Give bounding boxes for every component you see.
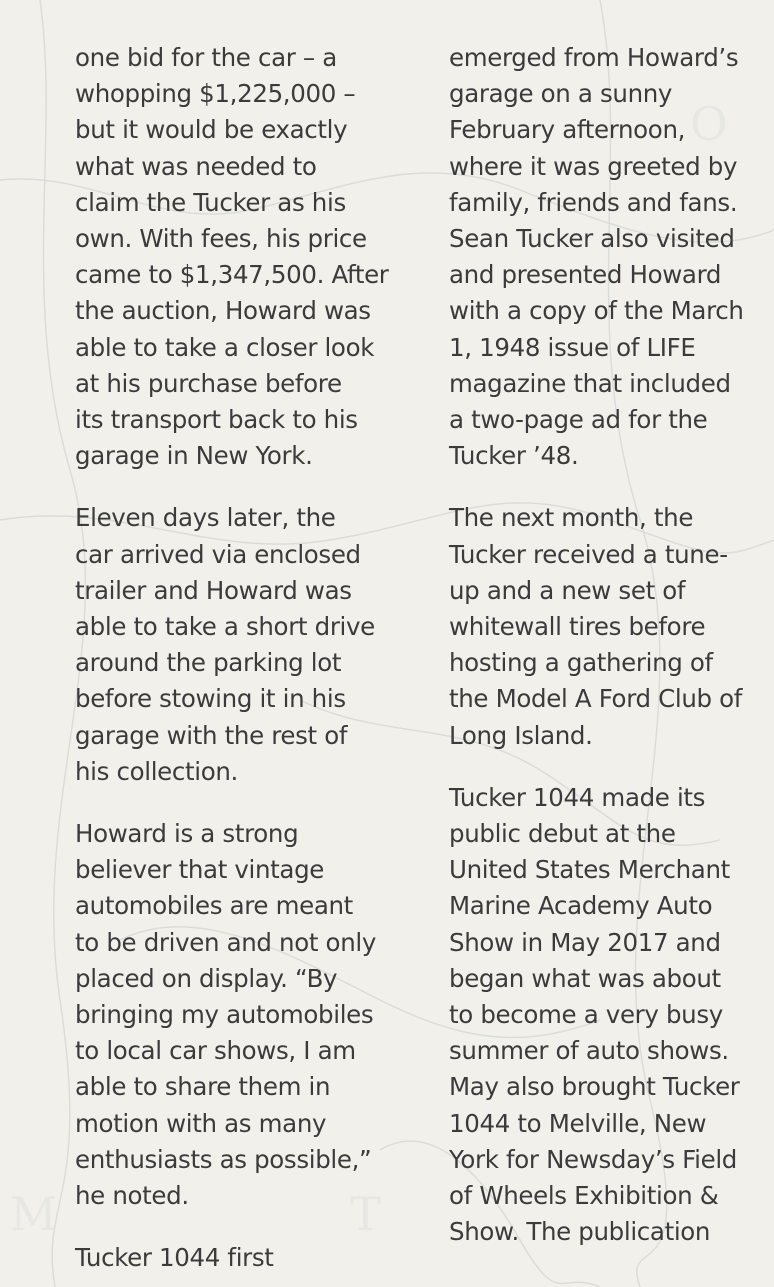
text-line: the Model A Ford Club of (449, 684, 743, 714)
svg-text:M: M (10, 1187, 58, 1241)
text-line: enthusiasts as possible,” (75, 1144, 372, 1174)
text-line: Eleven days later, the (75, 503, 336, 533)
text-line: Tucker ’48. (449, 441, 579, 471)
svg-text:O: O (690, 97, 728, 151)
text-line: emerged from Howard’s (449, 43, 739, 72)
text-line: magazine that included (449, 368, 731, 398)
text-line: with a copy of the March (449, 296, 744, 326)
text-line: able to take a closer look (75, 332, 375, 362)
text-line: before stowing it in his (75, 684, 346, 714)
text-line: to be driven and not only (75, 927, 376, 957)
text-line: whopping $1,225,000 – (75, 79, 356, 109)
text-line: one bid for the car – a (75, 43, 337, 72)
text-line: its transport back to his (75, 405, 358, 435)
svg-text:T: T (350, 1187, 381, 1241)
text-line: Sean Tucker also visited (449, 224, 735, 254)
text-line: he noted. (75, 1181, 189, 1211)
text-line: whitewall tires before (449, 612, 706, 642)
text-line: garage in New York. (75, 441, 313, 471)
paragraph (75, 816, 425, 1214)
text-line: to local car shows, I am (75, 1036, 356, 1066)
text-line: motion with as many (75, 1108, 327, 1138)
paragraph (449, 500, 767, 753)
text-line: believer that vintage (75, 855, 325, 885)
text-line: Tucker 1044 made its (449, 782, 706, 812)
text-line: at his purchase before (75, 368, 342, 398)
text-line: able to take a short drive (75, 612, 375, 642)
text-line: where it was greeted by (449, 151, 738, 181)
text-line: February afternoon, (449, 115, 686, 145)
text-line: hosting a gathering of (449, 648, 713, 678)
text-column-right (449, 40, 767, 1251)
text-line: up and a new set of (449, 575, 686, 605)
paragraph (449, 780, 767, 1251)
text-line: own. With fees, his price (75, 224, 367, 254)
paragraph (449, 40, 767, 474)
text-line: summer of auto shows. (449, 1036, 729, 1066)
text-line: 1044 to Melville, New (449, 1108, 707, 1138)
text-line: Marine Academy Auto (449, 891, 713, 921)
text-line: The next month, the (449, 503, 694, 533)
text-line: garage with the rest of (75, 720, 348, 750)
text-line: bringing my automobiles (75, 1000, 374, 1030)
text-line: automobiles are meant (75, 891, 353, 921)
text-line: to become a very busy (449, 1000, 723, 1030)
text-line: 1, 1948 issue of LIFE (449, 332, 696, 362)
text-line: Tucker 1044 first (75, 1243, 274, 1273)
text-line: Howard is a strong (75, 819, 299, 849)
text-line: claim the Tucker as his (75, 187, 346, 217)
text-line: and presented Howard (449, 260, 722, 290)
text-line: placed on display. “By (75, 963, 338, 993)
text-line: United States Merchant (449, 855, 730, 885)
text-line: came to $1,347,500. After (75, 260, 389, 290)
text-line: Show. The publication (449, 1217, 711, 1247)
text-line: the auction, Howard was (75, 296, 371, 326)
text-line: but it would be exactly (75, 115, 348, 145)
text-line: garage on a sunny (449, 79, 673, 109)
text-line: began what was about (449, 963, 721, 993)
text-line: family, friends and fans. (449, 187, 738, 217)
text-line: what was needed to (75, 151, 317, 181)
paragraph (75, 40, 425, 474)
text-line: of Wheels Exhibition & (449, 1181, 719, 1211)
text-line: Show in May 2017 and (449, 927, 721, 957)
text-line: trailer and Howard was (75, 575, 352, 605)
text-line: York for Newsday’s Field (449, 1144, 737, 1174)
paragraph (75, 500, 425, 790)
text-column-left (75, 40, 425, 1277)
text-line: Tucker received a tune- (449, 539, 728, 569)
text-line: May also brought Tucker (449, 1072, 740, 1102)
text-line: able to share them in (75, 1072, 331, 1102)
text-line: Long Island. (449, 720, 593, 750)
text-line: a two-page ad for the (449, 405, 708, 435)
text-line: car arrived via enclosed (75, 539, 361, 569)
text-line: around the parking lot (75, 648, 342, 678)
text-line: his collection. (75, 756, 238, 786)
paragraph (75, 1240, 425, 1276)
text-line: public debut at the (449, 819, 676, 849)
